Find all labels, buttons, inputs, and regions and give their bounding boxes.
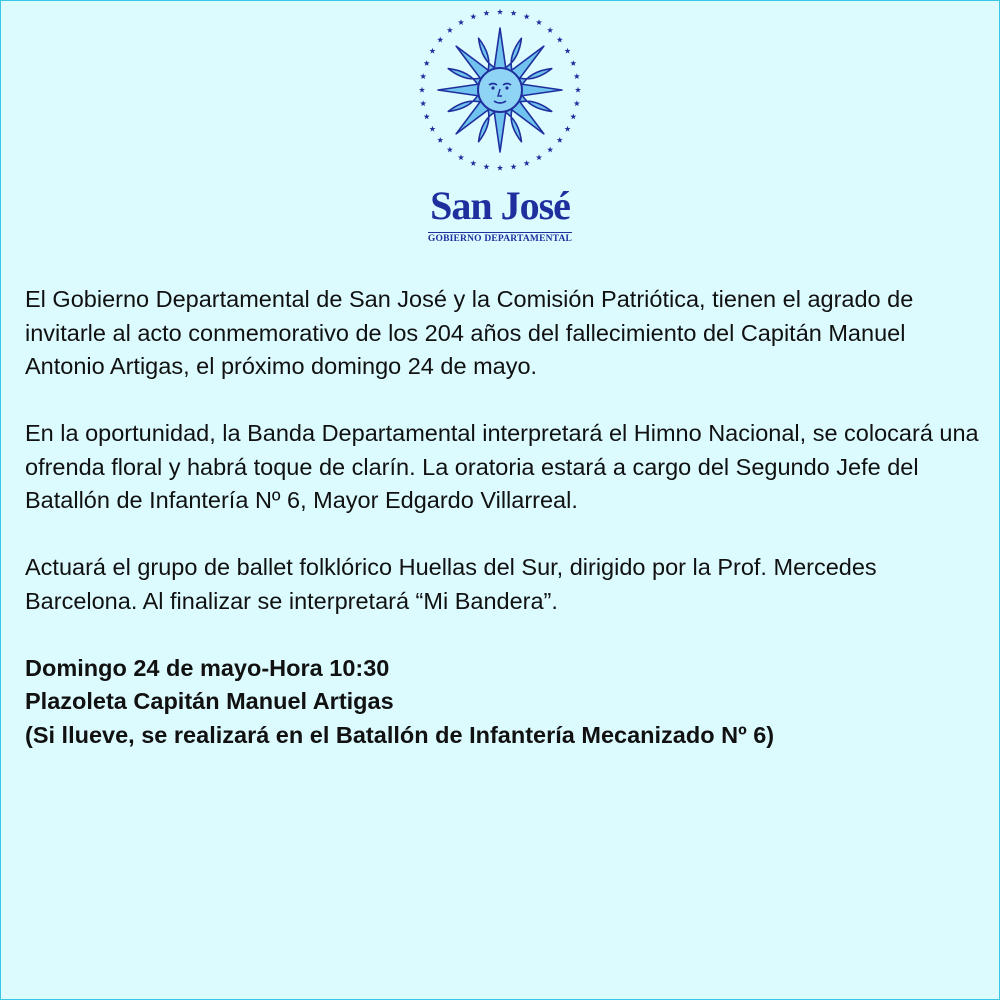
star-icon — [511, 164, 517, 170]
star-icon — [536, 19, 542, 25]
star-icon — [470, 14, 476, 20]
star-icon — [511, 10, 517, 16]
star-icon — [419, 87, 425, 93]
event-details — [25, 652, 985, 753]
star-icon — [447, 147, 453, 153]
paragraph-ballet: Actuará el grupo de ballet folklórico Huellas del Sur, dirigido por la Prof. Mercedes Barcelona. Al finalizar se interpretará “Mi Bandera”. — [25, 554, 877, 614]
star-icon — [424, 60, 430, 66]
star-icon — [524, 14, 530, 20]
star-icon — [483, 10, 489, 16]
star-icon — [429, 48, 435, 54]
star-icon — [437, 37, 443, 43]
star-icon — [557, 137, 563, 143]
star-icon — [574, 100, 580, 106]
star-icon — [420, 73, 426, 79]
star-icon — [420, 100, 426, 106]
brand-subtitle: GOBIERNO DEPARTAMENTAL — [427, 234, 573, 244]
star-icon — [557, 37, 563, 43]
paragraph-program: En la oportunidad, la Banda Departamental interpretará el Himno Nacional, se colocará una ofrenda floral y habrá toque de clarín. La oratoria estará a cargo del Segundo Jefe del Batallón de Infantería Nº 6, Mayor Edgardo Villarreal. — [25, 420, 979, 513]
star-icon — [483, 164, 489, 170]
star-icon — [574, 73, 580, 79]
star-icon — [565, 48, 571, 54]
invitation-text — [25, 283, 985, 752]
sun-of-may-icon — [410, 6, 590, 186]
star-icon — [547, 27, 553, 33]
star-icon — [524, 160, 530, 166]
sun-ray-icon — [438, 84, 479, 96]
sun-ray-icon — [494, 28, 506, 69]
brand-logo — [410, 184, 590, 246]
star-icon — [565, 126, 571, 132]
star-icon — [424, 113, 430, 119]
paragraph-invitation: El Gobierno Departamental de San José y la Comisión Patriótica, tienen el agrado de invitarle al acto conmemorativo de los 204 años del fallecimiento del Capitán Manuel Antonio Artigas, el próximo domingo 24 de mayo. — [25, 286, 914, 379]
star-icon — [429, 126, 435, 132]
star-icon — [470, 160, 476, 166]
star-icon — [458, 19, 464, 25]
event-place: Plazoleta Capitán Manuel Artigas — [25, 688, 394, 714]
star-icon — [570, 60, 576, 66]
star-icon — [458, 154, 464, 160]
star-icon — [497, 9, 503, 15]
star-icon — [547, 147, 553, 153]
sun-ray-icon — [521, 84, 562, 96]
event-rain-note: (Si llueve, se realizará en el Batallón de Infantería Mecanizado Nº 6) — [25, 721, 775, 748]
star-icon — [536, 154, 542, 160]
sun-ray-icon — [494, 111, 506, 152]
star-icon — [497, 165, 503, 171]
event-date-time: Domingo 24 de mayo-Hora 10:30 — [25, 654, 390, 681]
star-icon — [570, 113, 576, 119]
brand-name: San José — [430, 183, 570, 228]
star-icon — [437, 137, 443, 143]
star-icon — [447, 27, 453, 33]
star-icon — [575, 87, 581, 93]
